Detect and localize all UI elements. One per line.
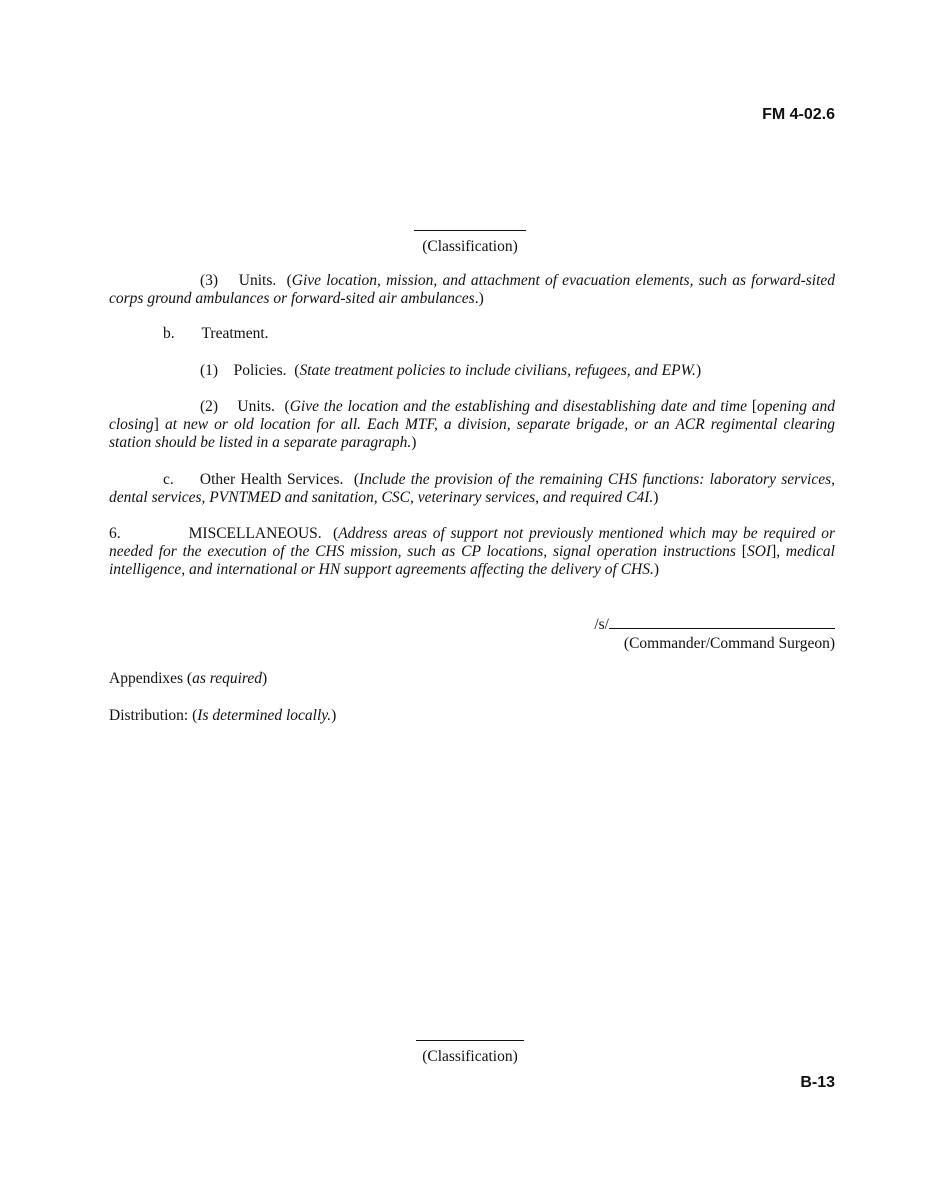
signature-title: (Commander/Command Surgeon) <box>623 635 835 652</box>
para-title: Policies. <box>233 362 287 379</box>
para-text: Give the location and the establishing and disestablishing date and time <box>289 398 747 415</box>
distribution-line <box>109 707 835 725</box>
appendixes-open: ( <box>186 670 193 687</box>
para-text: Give location, mission, and attachment of evacuation elements, such as forward-sited corps ground ambulances or forward-sited air ambulances <box>109 272 836 307</box>
classification-label: (Classification) <box>422 1048 518 1065</box>
para-title: Other Health Services. <box>199 471 344 488</box>
document-id: FM 4-02.6 <box>762 106 835 123</box>
para-title: Treatment. <box>201 325 269 342</box>
para-number: (2) <box>200 398 219 415</box>
para-close: ) <box>653 561 660 578</box>
paragraph-other-health-services <box>109 471 835 507</box>
classification-rule <box>416 1040 524 1041</box>
para-number: b. <box>163 325 175 342</box>
para-close: ) <box>653 489 659 506</box>
paragraph-treatment <box>109 325 835 343</box>
para-title: Units. <box>238 272 277 289</box>
para-open-paren: ( <box>353 471 360 488</box>
para-number: (3) <box>200 272 219 289</box>
bracket-open: [ <box>751 398 758 415</box>
classification-top <box>0 218 930 256</box>
paragraph-units-2 <box>109 398 835 452</box>
para-title: MISCELLANEOUS. <box>188 525 322 542</box>
distribution-open: ( <box>192 707 198 724</box>
para-close: .) <box>474 290 484 307</box>
para-number: (1) <box>200 362 219 379</box>
para-open-paren: ( <box>284 398 290 415</box>
para-open-paren: ( <box>286 272 292 289</box>
signature-line <box>594 616 835 634</box>
appendixes-label: Appendixes <box>109 670 184 687</box>
classification-rule <box>414 230 526 231</box>
distribution-label: Distribution: <box>109 707 189 724</box>
classification-bottom <box>0 1028 930 1066</box>
distribution-text: Is determined locally. <box>197 707 332 724</box>
paragraph-miscellaneous <box>109 525 835 579</box>
signature-rule <box>609 616 835 629</box>
bracket-open: [ <box>741 543 747 560</box>
bracket-close: ], <box>771 543 781 560</box>
signature-prefix: /s/ <box>594 616 609 633</box>
para-close: ) <box>411 434 417 451</box>
bracket-close: ] <box>153 416 159 433</box>
para-text: at new or old location for all. Each MTF, a division, separate brigade, or an ACR regimental clearing station should be listed in a separate paragraph. <box>109 416 836 451</box>
para-open-paren: ( <box>333 525 339 542</box>
para-text: State treatment policies to include civilians, refugees, and EPW. <box>299 362 696 379</box>
appendixes-close: ) <box>261 670 268 687</box>
appendixes-line <box>109 670 835 688</box>
appendixes-text: as required <box>192 670 262 687</box>
para-text: Address areas of support not previously mentioned which may be required or needed for the execution of the CHS mission, such as CP locations, signal operation instructions <box>109 525 836 560</box>
para-text: opening and closing <box>109 398 836 433</box>
para-close: ) <box>695 362 702 379</box>
para-text: medical intelligence, and international or HN support agreements affecting the delivery of CHS. <box>109 543 835 578</box>
para-number: c. <box>163 471 174 488</box>
page-number: B-13 <box>800 1074 835 1091</box>
paragraph-units-3 <box>109 272 835 308</box>
classification-label: (Classification) <box>422 238 518 255</box>
paragraph-policies <box>109 362 835 380</box>
signature-block <box>594 616 835 653</box>
para-title: Units. <box>237 398 275 415</box>
para-text: Include the provision of the remaining CHS functions: laboratory services, dental services, PVNTMED and sanitation, CSC, veterinary services, and required C4I. <box>109 471 835 506</box>
para-open-paren: ( <box>294 362 300 379</box>
para-number: 6. <box>109 525 121 542</box>
distribution-close: ) <box>331 707 337 724</box>
para-text: SOI <box>746 543 772 560</box>
